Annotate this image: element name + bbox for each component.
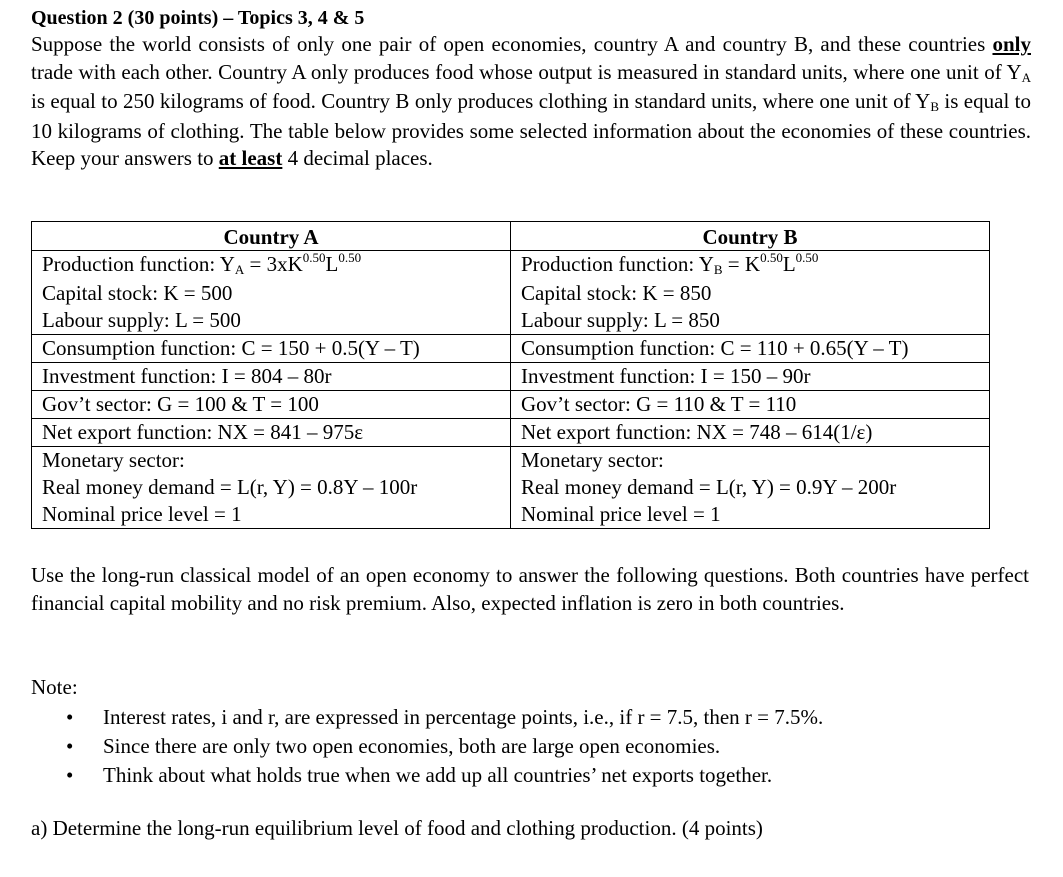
note-item-text: Interest rates, i and r, are expressed in percentage points, i.e., if r = 7.5, then r = 7.5%. bbox=[103, 705, 824, 729]
country-b-header: Country B bbox=[511, 222, 990, 251]
prod-exponent-l: 0.50 bbox=[338, 250, 362, 265]
question-block bbox=[31, 6, 1031, 173]
country-b-consumption: Consumption function: C = 110 + 0.65(Y – T) bbox=[511, 335, 990, 363]
note-label: Note: bbox=[31, 675, 78, 699]
prod-exponent-l: 0.50 bbox=[795, 250, 819, 265]
list-item bbox=[63, 761, 823, 790]
country-a-monetary-cell bbox=[32, 447, 511, 529]
prod-mid: = 3xK bbox=[244, 252, 303, 276]
country-a-labour: Labour supply: L = 500 bbox=[42, 308, 241, 332]
economy-info-table bbox=[31, 221, 990, 529]
country-a-price-level: Nominal price level = 1 bbox=[42, 502, 242, 526]
table-row-production bbox=[32, 251, 990, 335]
prod-mid: = K bbox=[722, 252, 761, 276]
list-item bbox=[63, 732, 823, 761]
prod-exponent-k: 0.50 bbox=[302, 250, 326, 265]
table-row-government bbox=[32, 391, 990, 419]
question-heading: Question 2 (30 points) – Topics 3, 4 & 5 bbox=[31, 7, 365, 29]
bullet-icon: • bbox=[66, 763, 74, 787]
prod-exponent-k: 0.50 bbox=[760, 250, 783, 265]
country-b-labour: Labour supply: L = 850 bbox=[521, 308, 720, 332]
prod-prefix: Production function: Y bbox=[42, 252, 235, 276]
prod-subscript: B bbox=[713, 262, 723, 277]
country-a-government: Gov’t sector: G = 100 & T = 100 bbox=[32, 391, 511, 419]
country-b-capital: Capital stock: K = 850 bbox=[521, 281, 712, 305]
instructions-text: Use the long-run classical model of an open economy to answer the following questions. Both countries have perfect financial capital mobility and no risk premium. Also, expected inflation is zero in both countries. bbox=[31, 563, 1029, 615]
list-item bbox=[63, 703, 823, 732]
table-row-monetary bbox=[32, 447, 990, 529]
intro-subscript-a: A bbox=[1021, 69, 1031, 85]
bullet-icon: • bbox=[66, 705, 74, 729]
country-a-consumption: Consumption function: C = 150 + 0.5(Y – T) bbox=[32, 335, 511, 363]
intro-text-4: is equal to 10 kilograms of clothing. The table below provides some selected information about the economies of these countries. Keep your answers to bbox=[31, 89, 1031, 170]
country-b-monetary-label: Monetary sector: bbox=[521, 448, 664, 472]
country-a-header: Country A bbox=[32, 222, 511, 251]
country-a-production-cell bbox=[32, 251, 511, 335]
instructions-block bbox=[31, 562, 1029, 617]
country-a-production-function bbox=[42, 251, 500, 280]
note-item-text: Think about what holds true when we add up all countries’ net exports together. bbox=[103, 763, 773, 787]
note-item-text: Since there are only two open economies, both are large open economies. bbox=[103, 734, 721, 758]
country-b-investment: Investment function: I = 150 – 90r bbox=[511, 363, 990, 391]
intro-emphasis-only: only bbox=[992, 32, 1031, 56]
prod-prefix: Production function: Y bbox=[521, 252, 714, 276]
part-a-question: a) Determine the long-run equilibrium level of food and clothing production. (4 points) bbox=[31, 816, 763, 840]
prod-subscript: A bbox=[234, 262, 245, 277]
table-row-net-export bbox=[32, 419, 990, 447]
question-intro bbox=[31, 31, 1031, 173]
country-a-capital: Capital stock: K = 500 bbox=[42, 281, 233, 305]
table-row-consumption bbox=[32, 335, 990, 363]
country-b-money-demand: Real money demand = L(r, Y) = 0.9Y – 200r bbox=[521, 475, 897, 499]
intro-subscript-b: B bbox=[930, 99, 940, 114]
country-a-net-export: Net export function: NX = 841 – 975ε bbox=[32, 419, 511, 447]
table-header-row bbox=[32, 222, 990, 251]
intro-text-1: Suppose the world consists of only one pair of open economies, country A and country B, and these countries bbox=[31, 32, 993, 56]
table-row-investment bbox=[32, 363, 990, 391]
intro-text-5: 4 decimal places. bbox=[282, 146, 433, 170]
note-list bbox=[63, 703, 823, 790]
country-a-money-demand: Real money demand = L(r, Y) = 0.8Y – 100r bbox=[42, 475, 418, 499]
intro-emphasis-at-least: at least bbox=[218, 146, 283, 170]
country-b-net-export: Net export function: NX = 748 – 614(1/ε) bbox=[511, 419, 990, 447]
prod-l: L bbox=[325, 252, 339, 276]
country-a-monetary-label: Monetary sector: bbox=[42, 448, 185, 472]
prod-l: L bbox=[782, 252, 796, 276]
intro-text-3: is equal to 250 kilograms of food. Country B only produces clothing in standard units, where one unit of Y bbox=[31, 89, 931, 113]
bullet-icon: • bbox=[66, 734, 74, 758]
country-b-price-level: Nominal price level = 1 bbox=[521, 502, 721, 526]
country-a-investment: Investment function: I = 804 – 80r bbox=[32, 363, 511, 391]
country-b-production-function bbox=[521, 251, 979, 280]
country-b-monetary-cell bbox=[511, 447, 990, 529]
country-b-production-cell bbox=[511, 251, 990, 335]
country-b-government: Gov’t sector: G = 110 & T = 110 bbox=[511, 391, 990, 419]
intro-text-2: trade with each other. Country A only produces food whose output is measured in standard units, where one unit of Y bbox=[31, 59, 1022, 84]
